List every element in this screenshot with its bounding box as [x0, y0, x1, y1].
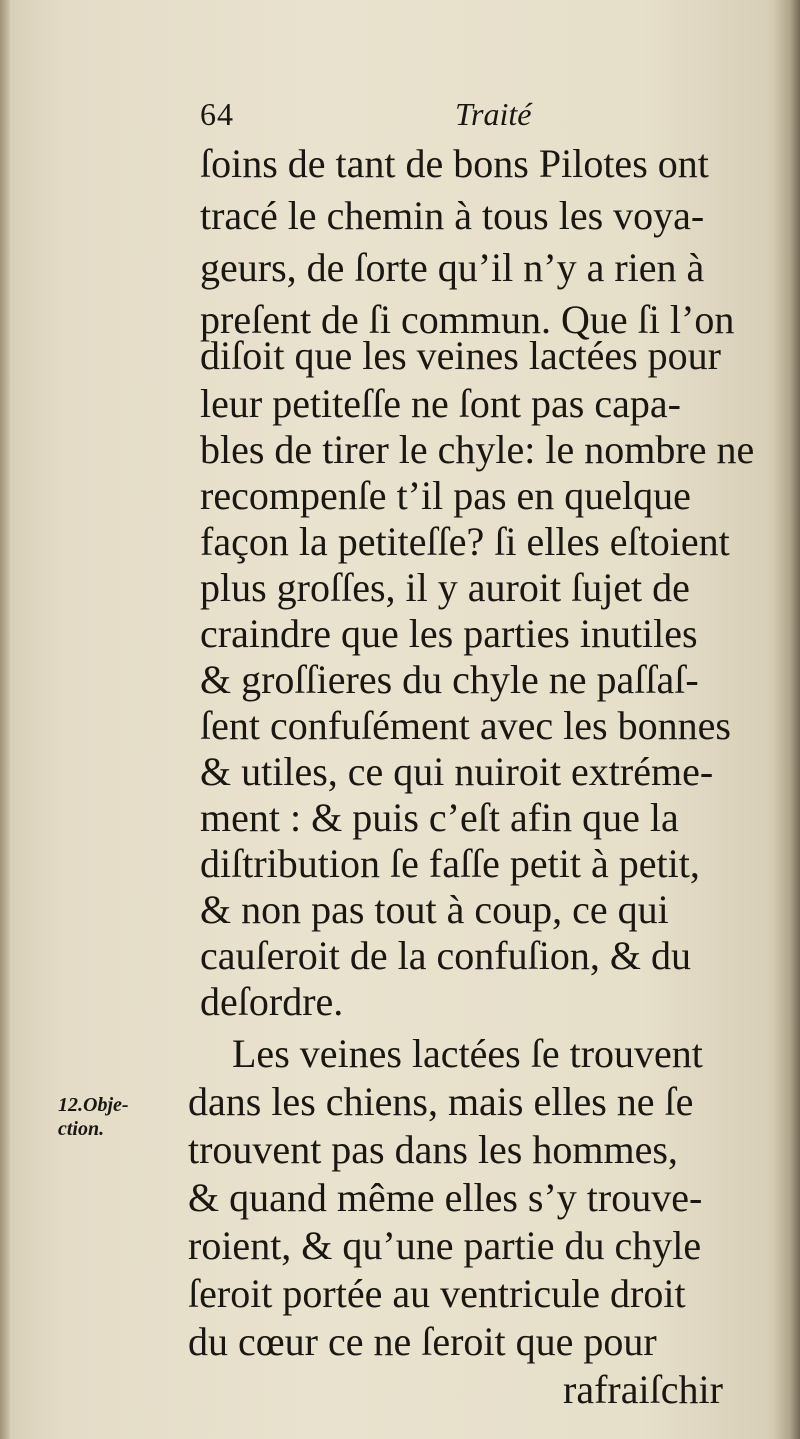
text-line: roient, & qu’une partie du chyle — [188, 1223, 702, 1268]
text-line: ſent confuſément avec les bonnes — [200, 703, 731, 748]
text-line: preſent de ſi commun. Que ſi l’on — [200, 297, 735, 342]
text-line: leur petiteſſe ne ſont pas capa- — [200, 381, 681, 426]
text-line: & groſſieres du chyle ne paſſaſ- — [200, 657, 699, 702]
text-line: & quand même elles s’y trouve- — [188, 1175, 703, 1220]
text-line: recompenſe t’il pas en quelque — [200, 473, 691, 518]
running-title: Traité — [455, 96, 532, 132]
text-line: cauſeroit de la confuſion, & du — [200, 933, 691, 978]
text-line: geurs, de ſorte qu’il n’y a rien à — [200, 245, 705, 290]
text-line: trouvent pas dans les hommes, — [188, 1127, 678, 1172]
text-line: ment : & puis c’eſt afin que la — [200, 795, 679, 840]
catchword: rafraiſchir — [563, 1367, 723, 1412]
text-line: diſtribution ſe faſſe petit à petit, — [200, 841, 700, 886]
text-line: Les veines lactées ſe trouvent — [232, 1031, 703, 1076]
text-line: deſordre. — [200, 979, 344, 1024]
margin-note-line-1: 12.Obje- — [58, 1094, 129, 1116]
text-line: & non pas tout à coup, ce qui — [200, 887, 669, 932]
margin-note-line-2: ction. — [58, 1118, 105, 1140]
text-line: du cœur ce ne ſeroit que pour — [188, 1319, 657, 1364]
text-line: tracé le chemin à tous les voya- — [200, 193, 705, 238]
text-line: plus groſſes, il y auroit ſujet de — [200, 565, 690, 610]
text-line: ſoins de tant de bons Pilotes ont — [200, 141, 709, 186]
text-line: dans les chiens, mais elles ne ſe — [188, 1079, 694, 1124]
text-line: ſeroit portée au ventricule droit — [188, 1271, 686, 1316]
page-number: 64 — [200, 96, 234, 132]
text-line: craindre que les parties inutiles — [200, 611, 698, 656]
text-line: diſoit que les veines lactées pour — [200, 333, 721, 378]
text-line: & utiles, ce qui nuiroit extréme- — [200, 749, 714, 794]
text-line: bles de tirer le chyle: le nombre ne — [200, 427, 755, 472]
text-line: façon la petiteſſe? ſi elles eſtoient — [200, 519, 730, 564]
